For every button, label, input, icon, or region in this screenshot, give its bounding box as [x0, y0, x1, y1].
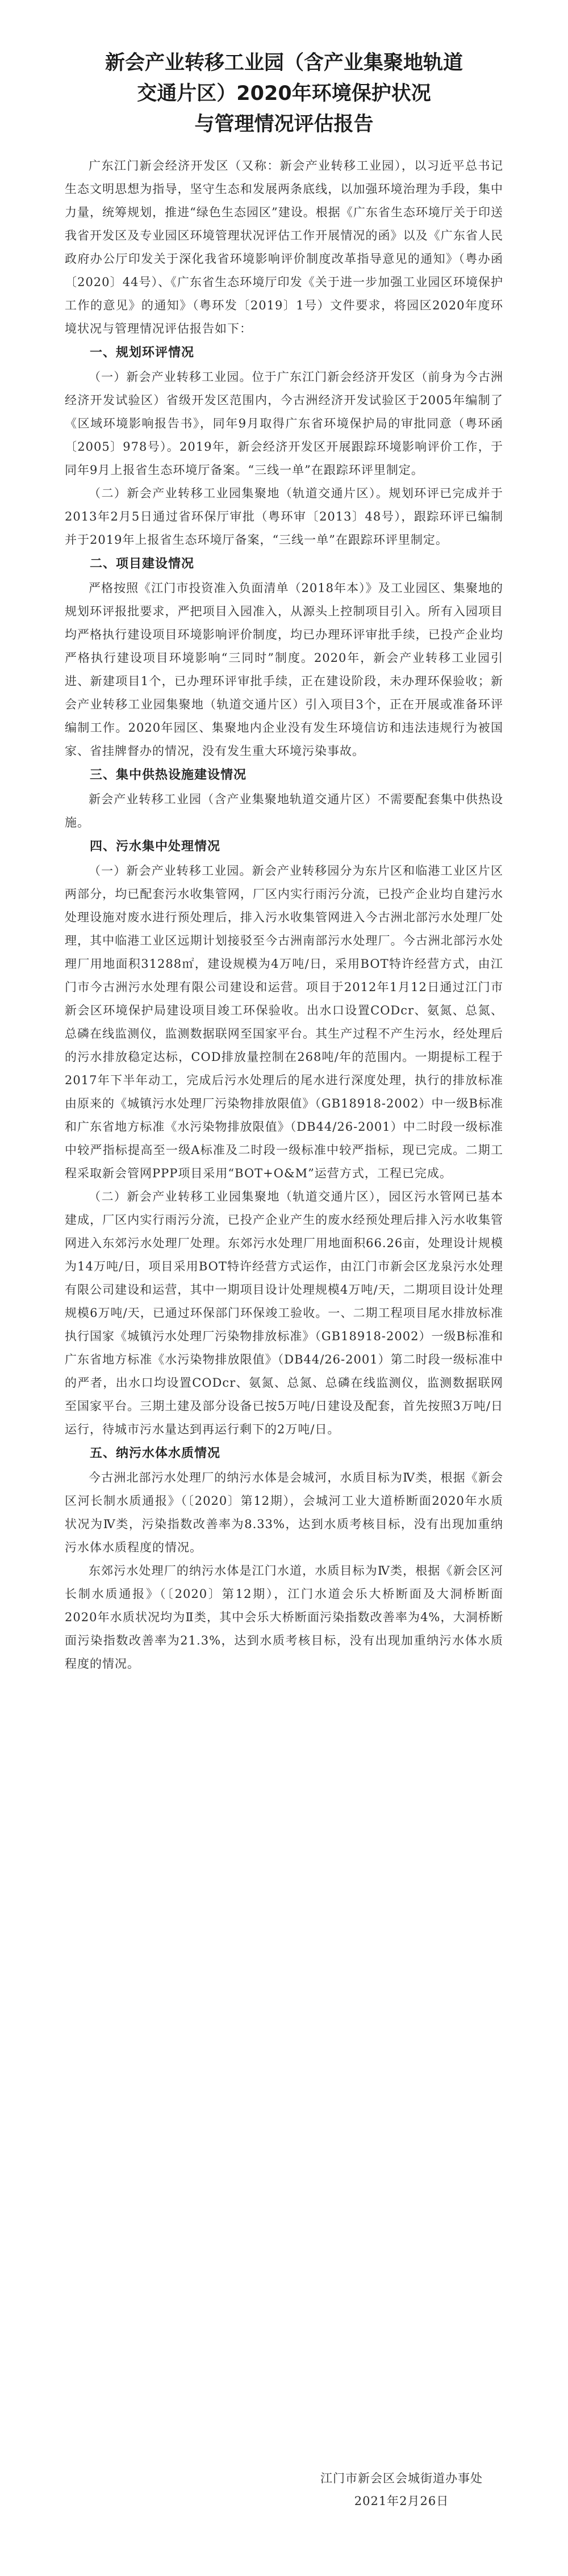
title-line-2: 交通片区）2020年环境保护状况: [137, 82, 431, 105]
section-paragraph: 严格按照《江门市投资准入负面清单（2018年本）》及工业园区、集聚地的规划环评报批要求，严把项目入园准入，从源头上控制项目引入。所有入园项目均严格执行建设项目环境影响评价制度，均已办理环评审批手续，已投产企业均严格执行建设项目环境影响“三同时”制度。2020年，新会产业转移工业园引进、新建项目1个，已办理环评审批手续，正在建设阶段，未办理环保验收；新会产业转移工业园集聚地（轨道交通片区）引入项目3个，正在开展或准备环评编制工作。2020年园区、集聚地内企业没有发生环境信访和违法违规行为被国家、省挂牌督办的情况，没有发生重大环境污染事故。: [65, 581, 503, 758]
title-line-3: 与管理情况评估报告: [194, 113, 374, 136]
signature-org: 江门市新会区会城街道办事处: [320, 2472, 483, 2485]
section-heading-water-quality: 五、纳污水体水质情况: [90, 1446, 221, 1461]
signature-block: [320, 2467, 483, 2512]
section-paragraph: （二）新会产业转移工业园集聚地（轨道交通片区），园区污水管网已基本建成，厂区内实行雨污分流，已投产企业产生的废水经预处理后排入污水收集管网进入东郊污水处理厂处理。东郊污水处理厂用地面积66.26亩，处理设计规模为14万吨/日，项目采用BOT特许经营方式运作，由江门市新会区龙泉污水处理有限公司建设和运营，其中一期项目设计处理规模4万吨/天，二期项目设计处理规模6万吨/天，已通过环保部门环保竣工验收。一、二期工程项目尾水排放标准执行国家《城镇污水处理厂污染物排放标准》（GB18918-2002）一级B标准和广东省地方标准《水污染物排放限值》（DB44/26-2001）第二时段一级标准中的严者，出水口均设置CODcr、氨氮、总氮、总磷在线监测仪，监测数据联网至国家平台。三期土建及部分设备已按5万吨/日建设及配套，首先按照3万吨/日运行，待城市污水量达到再运行剩下的2万吨/日。: [65, 1190, 503, 1436]
title-line-1: 新会产业转移工业园（含产业集聚地轨道: [105, 52, 463, 74]
section-paragraph: （一）新会产业转移工业园。位于广东江门新会经济开发区（前身为今古洲经济开发试验区）省级开发区范围内，今古洲经济开发试验区于2005年编制了《区域环境影响报告书》，同年9月取得广东省环境保护局的审批同意（粤环函〔2005〕978号）。2019年，新会经济开发区开展跟踪环境影响评价工作，于同年9月上报省生态环境厅备案。“三线一单”在跟踪环评里制定。: [65, 370, 503, 477]
intro-paragraph: 广东江门新会经济开发区（又称：新会产业转移工业园），以习近平总书记生态文明思想为指导，坚守生态和发展两条底线，以加强环境治理为手段，集中力量，统筹规划，推进“绿色生态园区”建设。根据《广东省生态环境厅关于印送我省开发区及专业园区环境管理状况评估工作开展情况的函》以及《广东省人民政府办公厅印发关于深化我省环境影响评价制度改革指导意见的通知》（粤办函〔2020〕44号）、《广东省生态环境厅印发《关于进一步加强工业园区环境保护工作的意见》的通知》（粤环发〔2019〕1号）文件要求，将园区2020年度环境状况与管理情况评估报告如下：: [65, 159, 503, 335]
section-paragraph: （二）新会产业转移工业园集聚地（轨道交通片区）。规划环评已完成并于2013年2月5日通过省环保厅审批（粤环审〔2013〕48号），跟踪环评已编制并于2019年上报省生态环境厅备案，“三线一单”在跟踪环评里制定。: [65, 486, 503, 547]
section-paragraph: 东郊污水处理厂的纳污水体是江门水道，水质目标为Ⅳ类，根据《新会区河长制水质通报》（〔2020〕第12期），江门水道会乐大桥断面及大洞桥断面2020年水质状况均为Ⅱ类，其中会乐大桥断面污染指数改善率为4%，大洞桥断面污染指数改善率为21.3%，达到水质考核目标，没有出现加重纳污水体水质程度的情况。: [65, 1564, 503, 1671]
signature-date: 2021年2月26日: [354, 2494, 449, 2508]
section-heading-sewage: 四、污水集中处理情况: [90, 840, 221, 854]
section-heading-planning: 一、规划环评情况: [90, 346, 195, 360]
section-heading-projects: 二、项目建设情况: [90, 557, 195, 571]
section-paragraph: 今古洲北部污水处理厂的纳污水体是会城河，水质目标为Ⅳ类，根据《新会区河长制水质通报》（〔2020〕第12期），会城河工业大道桥断面2020年水质状况为Ⅳ类，污染指数改善率为8.33%，达到水质考核目标，没有出现加重纳污水体水质程度的情况。: [65, 1471, 503, 1554]
section-heading-heating: 三、集中供热设施建设情况: [90, 768, 247, 782]
document-title: [65, 48, 503, 140]
section-paragraph: （一）新会产业转移工业园。新会产业转移园分为东片区和临港工业区片区两部分，均已配套污水收集管网，厂区内实行雨污分流，已投产企业均自建污水处理设施对废水进行预处理后，排入污水收集管网进入今古洲北部污水处理厂处理，其中临港工业区远期计划接驳至今古洲南部污水处理厂。今古洲北部污水处理厂用地面积31288㎡，建设规模为4万吨/日，采用BOT特许经营方式，由江门市今古洲污水处理有限公司建设和运营。项目于2012年1月12日通过江门市新会区环境保护局建设项目竣工环保验收。出水口设置CODcr、氨氮、总氮、总磷在线监测仪，监测数据联网至国家平台。其生产过程不产生污水，经处理后的污水排放稳定达标，COD排放量控制在268吨/年的范围内。一期提标工程于2017年下半年动工，完成后污水处理后的尾水进行深度处理，执行的排放标准由原来的《城镇污水处理厂污染物排放限值》（GB18918-2002）中一级B标准和广东省地方标准《水污染物排放限值》（DB44/26-2001）中二时段一级标准中较严指标提高至一级A标准及二时段一级标准中较严指标，现已完成。二期工程采取新会管网PPP项目采用“BOT+O&M”运营方式，工程已完成。: [65, 864, 503, 1180]
section-paragraph: 新会产业转移工业园（含产业集聚地轨道交通片区）不需要配套集中供热设施。: [65, 792, 503, 829]
